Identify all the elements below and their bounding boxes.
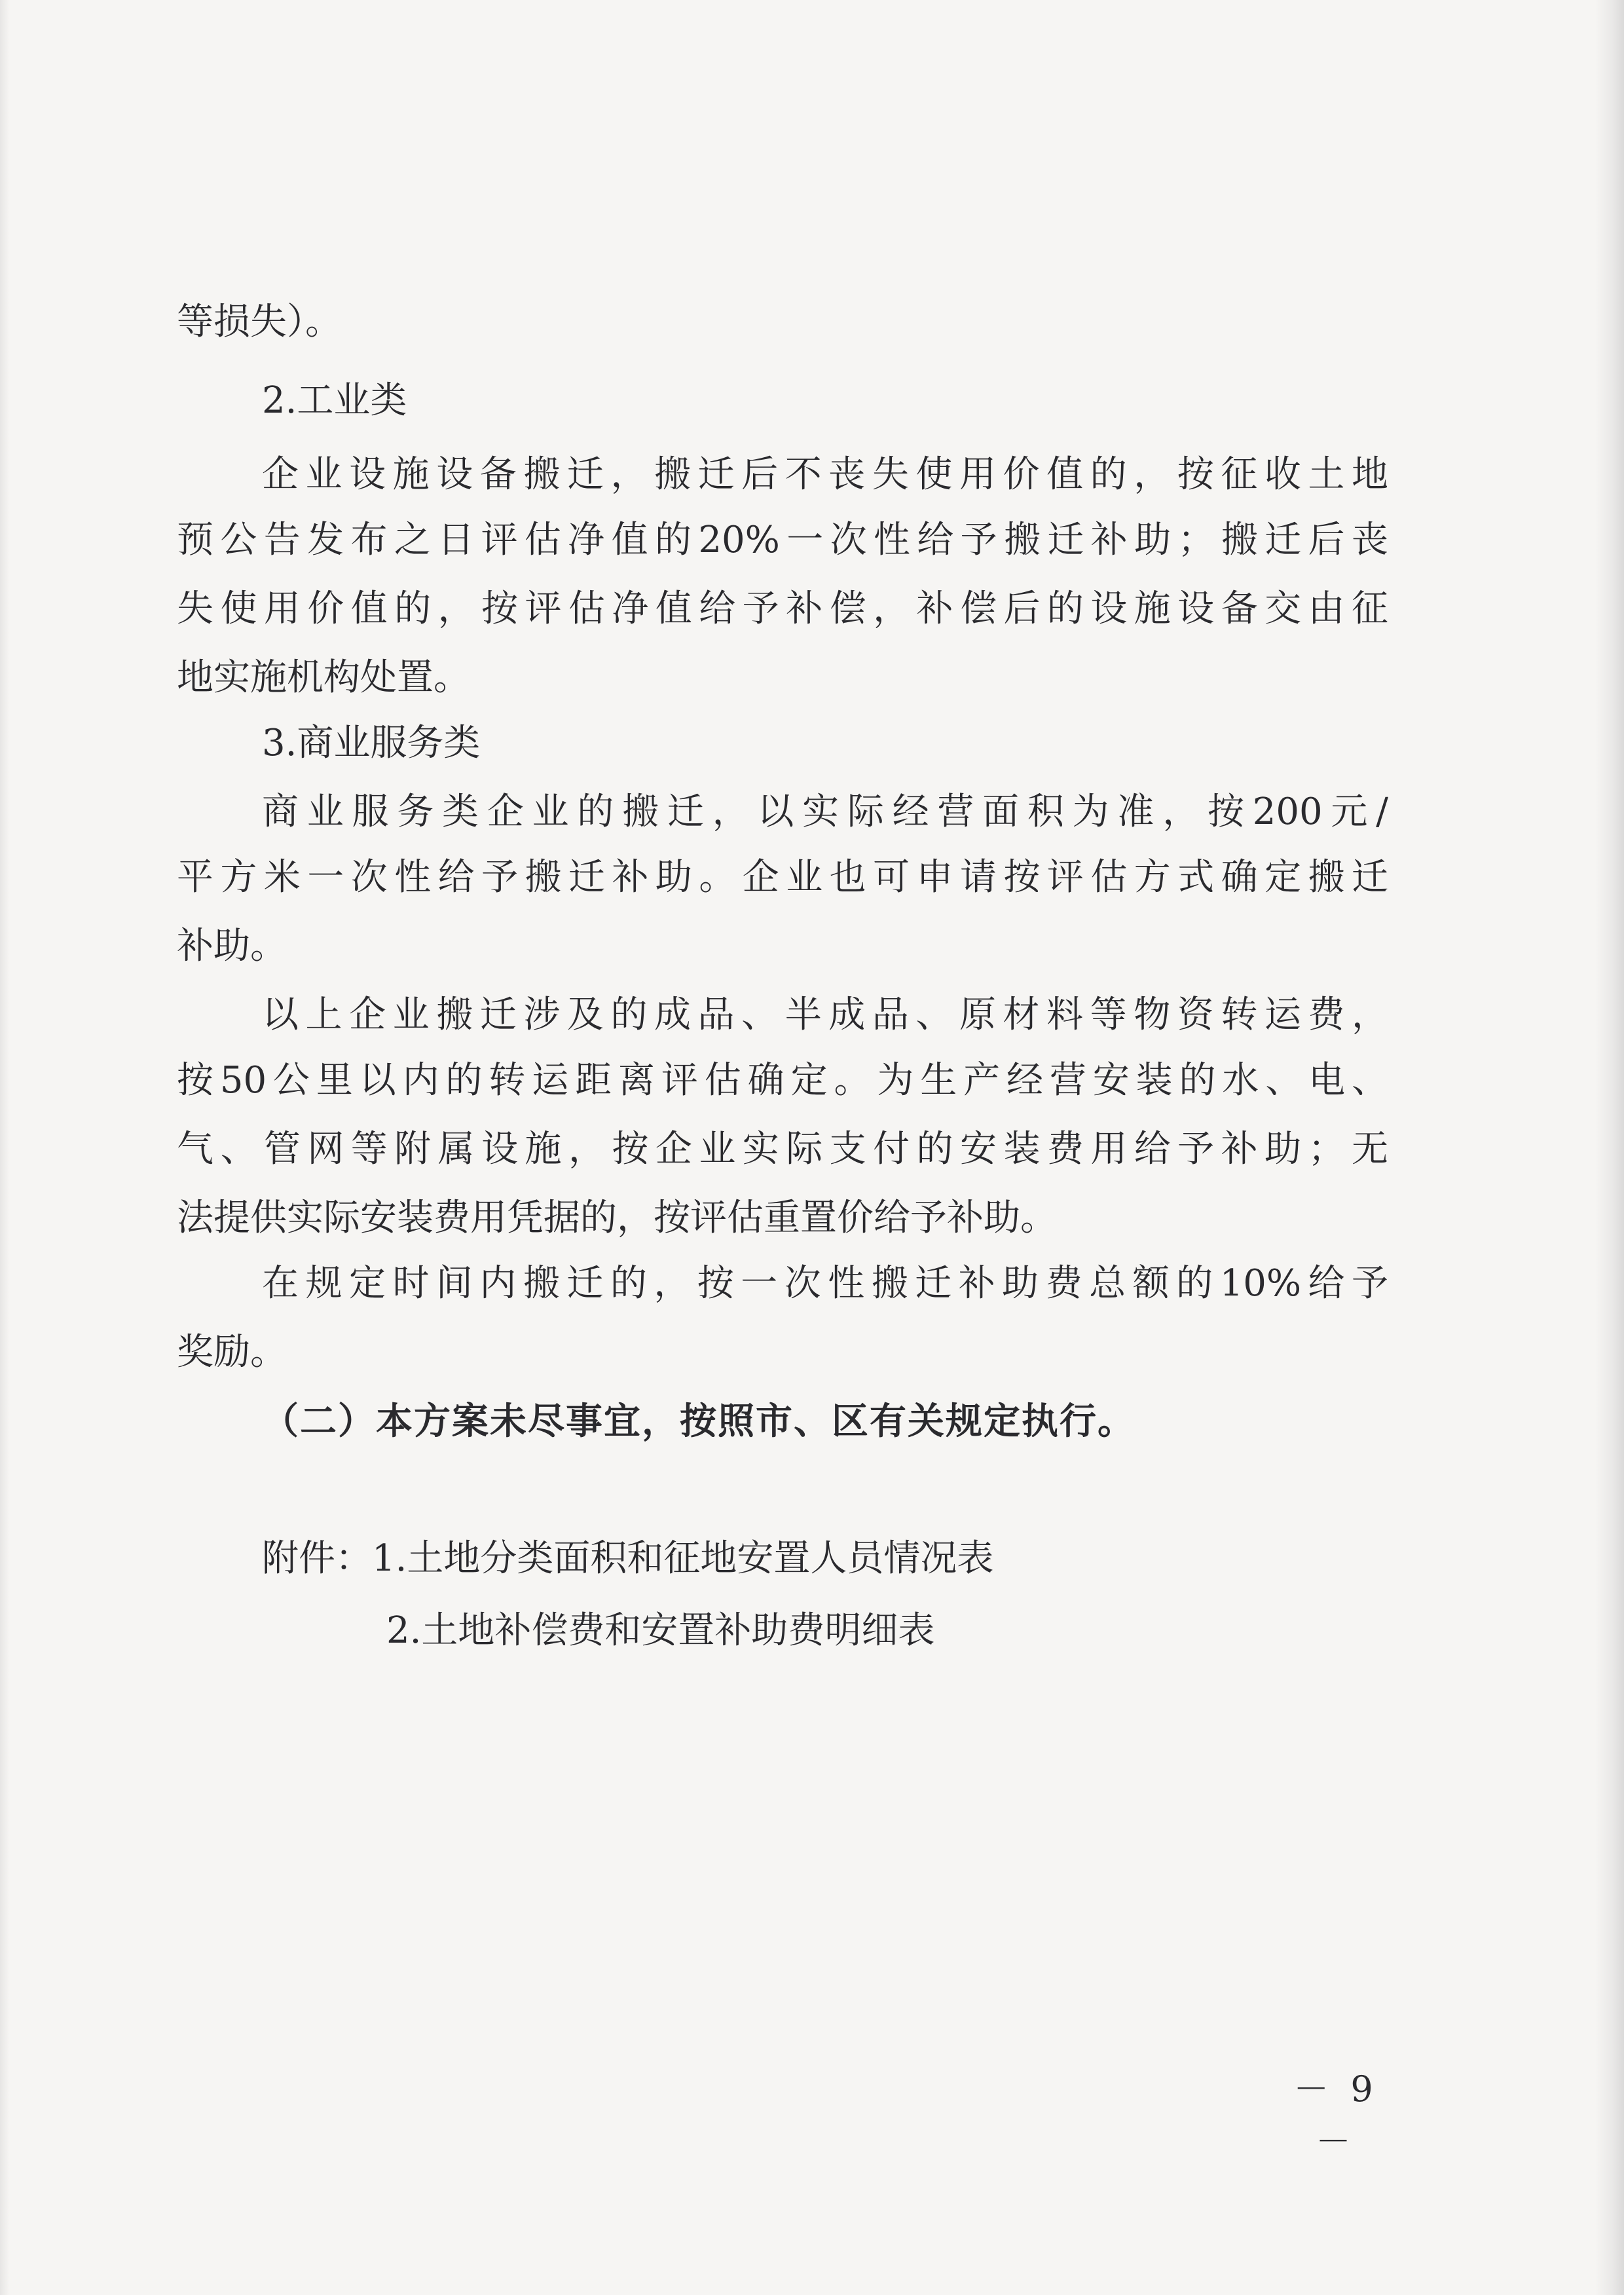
text-line: 预公告发布之日评估净值的20%一次性给予搬迁补助；搬迁后丧	[177, 519, 1388, 561]
text-line: 以上企业搬迁涉及的成品、半成品、原材料等物资转运费，	[262, 994, 1388, 1036]
text-line: 地实施机构处置。	[177, 656, 470, 699]
page-number: － 9 －	[1293, 2068, 1378, 2162]
annex-item-2: 2.土地补偿费和安置补助费明细表	[386, 1609, 935, 1652]
text-line: 失使用价值的，按评估净值给予补偿，补偿后的设施设备交由征	[177, 588, 1388, 630]
text-line: 企业设施设备搬迁，搬迁后不丧失使用价值的，按征收土地	[262, 453, 1388, 496]
text-line: 补助。	[177, 925, 287, 967]
text-line: 法提供实际安装费用凭据的，按评估重置价给予补助。	[177, 1197, 1057, 1239]
text-line: 在规定时间内搬迁的，按一次性搬迁补助费总额的10%给予	[262, 1262, 1388, 1305]
text-line: 奖励。	[177, 1331, 287, 1373]
section-heading-industrial: 2.工业类	[262, 379, 407, 422]
scan-right-edge	[1595, 0, 1624, 2295]
annex-item-1: 附件：1.土地分类面积和征地安置人员情况表	[262, 1537, 994, 1580]
section-heading-commercial: 3.商业服务类	[262, 722, 481, 764]
text-line: 气、管网等附属设施，按企业实际支付的安装费用给予补助；无	[177, 1128, 1388, 1170]
text-line: 商业服务类企业的搬迁，以实际经营面积为准，按200元/	[262, 791, 1388, 833]
text-line: 平方米一次性给予搬迁补助。企业也可申请按评估方式确定搬迁	[177, 856, 1388, 899]
text-line: 等损失）。	[177, 301, 342, 343]
text-line: 按50公里以内的转运距离评估确定。为生产经营安装的水、电、	[177, 1059, 1388, 1102]
scan-left-edge	[0, 0, 9, 2295]
section-heading-supplementary: （二）本方案未尽事宜，按照市、区有关规定执行。	[262, 1400, 1135, 1443]
